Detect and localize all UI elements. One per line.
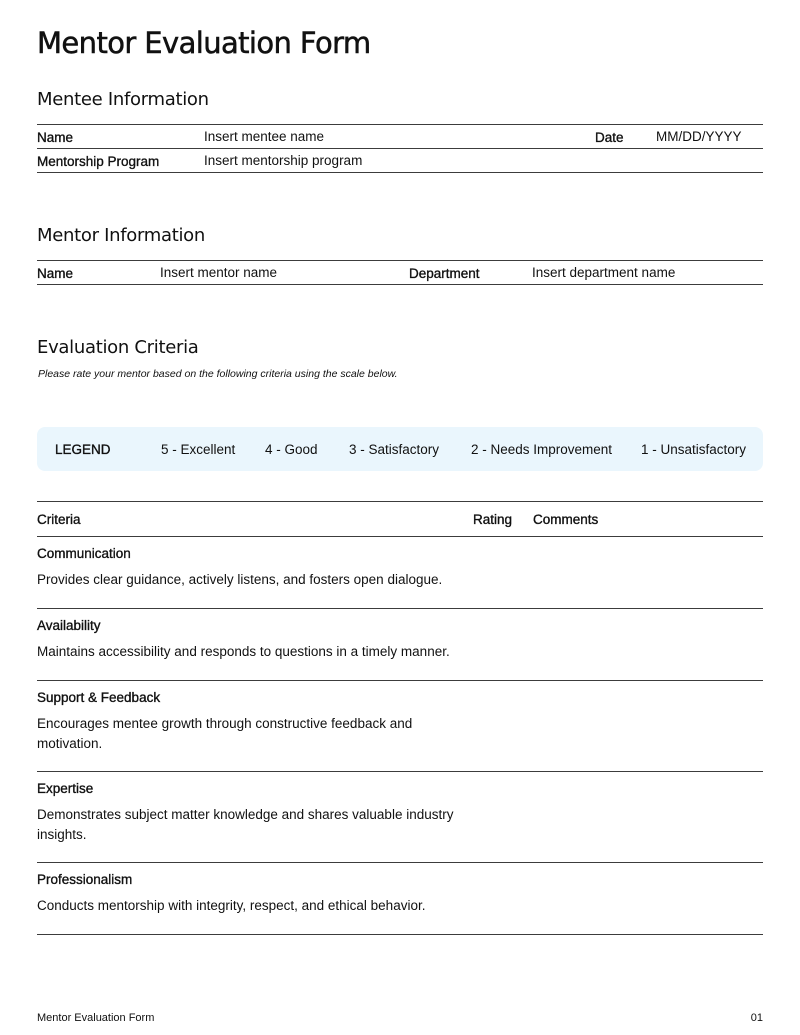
divider <box>37 501 763 502</box>
divider <box>37 536 763 537</box>
divider <box>37 260 763 261</box>
instruction-text: Please rate your mentor based on the following criteria using the scale below. <box>38 368 398 380</box>
legend-item: 1 - Unsatisfactory <box>641 442 747 457</box>
column-header-rating: Rating <box>473 512 513 527</box>
mentor-section-heading: Mentor Information <box>37 225 205 246</box>
footer-title: Mentor Evaluation Form <box>37 1012 155 1024</box>
column-header-criteria: Criteria <box>37 512 81 527</box>
legend-item: 2 - Needs Improvement <box>471 442 613 457</box>
mentorship-program-label: Mentorship Program <box>37 154 160 169</box>
date-field[interactable]: MM/DD/YYYY <box>656 129 742 144</box>
mentorship-program-field[interactable]: Insert mentorship program <box>204 153 363 168</box>
mentor-name-label: Name <box>37 266 74 281</box>
divider <box>37 680 763 681</box>
criterion-description: Encourages mentee growth through constructive feedback and motivation. <box>37 716 413 751</box>
criterion-title: Professionalism <box>37 872 133 887</box>
mentee-name-label: Name <box>37 130 74 145</box>
criterion-description: Demonstrates subject matter knowledge and shares valuable industry insights. <box>37 807 454 842</box>
page-number: 01 <box>750 1012 763 1024</box>
divider <box>37 148 763 149</box>
divider <box>37 862 763 863</box>
divider <box>37 934 763 935</box>
criterion-description: Maintains accessibility and responds to questions in a timely manner. <box>37 644 450 659</box>
divider <box>37 771 763 772</box>
divider <box>37 608 763 609</box>
criterion-description: Conducts mentorship with integrity, respect, and ethical behavior. <box>37 898 426 913</box>
legend-item: 4 - Good <box>265 442 318 457</box>
column-header-comments: Comments <box>533 512 599 527</box>
mentee-name-field[interactable]: Insert mentee name <box>204 129 325 144</box>
evaluation-section-heading: Evaluation Criteria <box>37 337 199 358</box>
department-field[interactable]: Insert department name <box>532 265 676 280</box>
department-label: Department <box>409 266 480 281</box>
legend-label: LEGEND <box>55 442 111 457</box>
divider <box>37 172 763 173</box>
page-title: Mentor Evaluation Form <box>37 26 371 60</box>
criterion-title: Support & Feedback <box>37 690 161 705</box>
legend-item: 3 - Satisfactory <box>349 442 440 457</box>
criterion-description: Provides clear guidance, actively listens, and fosters open dialogue. <box>37 572 443 587</box>
criterion-title: Availability <box>37 618 101 633</box>
criterion-title: Expertise <box>37 781 94 796</box>
date-label: Date <box>595 130 624 145</box>
mentor-name-field[interactable]: Insert mentor name <box>160 265 278 280</box>
mentee-section-heading: Mentee Information <box>37 89 209 110</box>
criterion-title: Communication <box>37 546 131 561</box>
divider <box>37 284 763 285</box>
divider <box>37 124 763 125</box>
legend-item: 5 - Excellent <box>161 442 236 457</box>
